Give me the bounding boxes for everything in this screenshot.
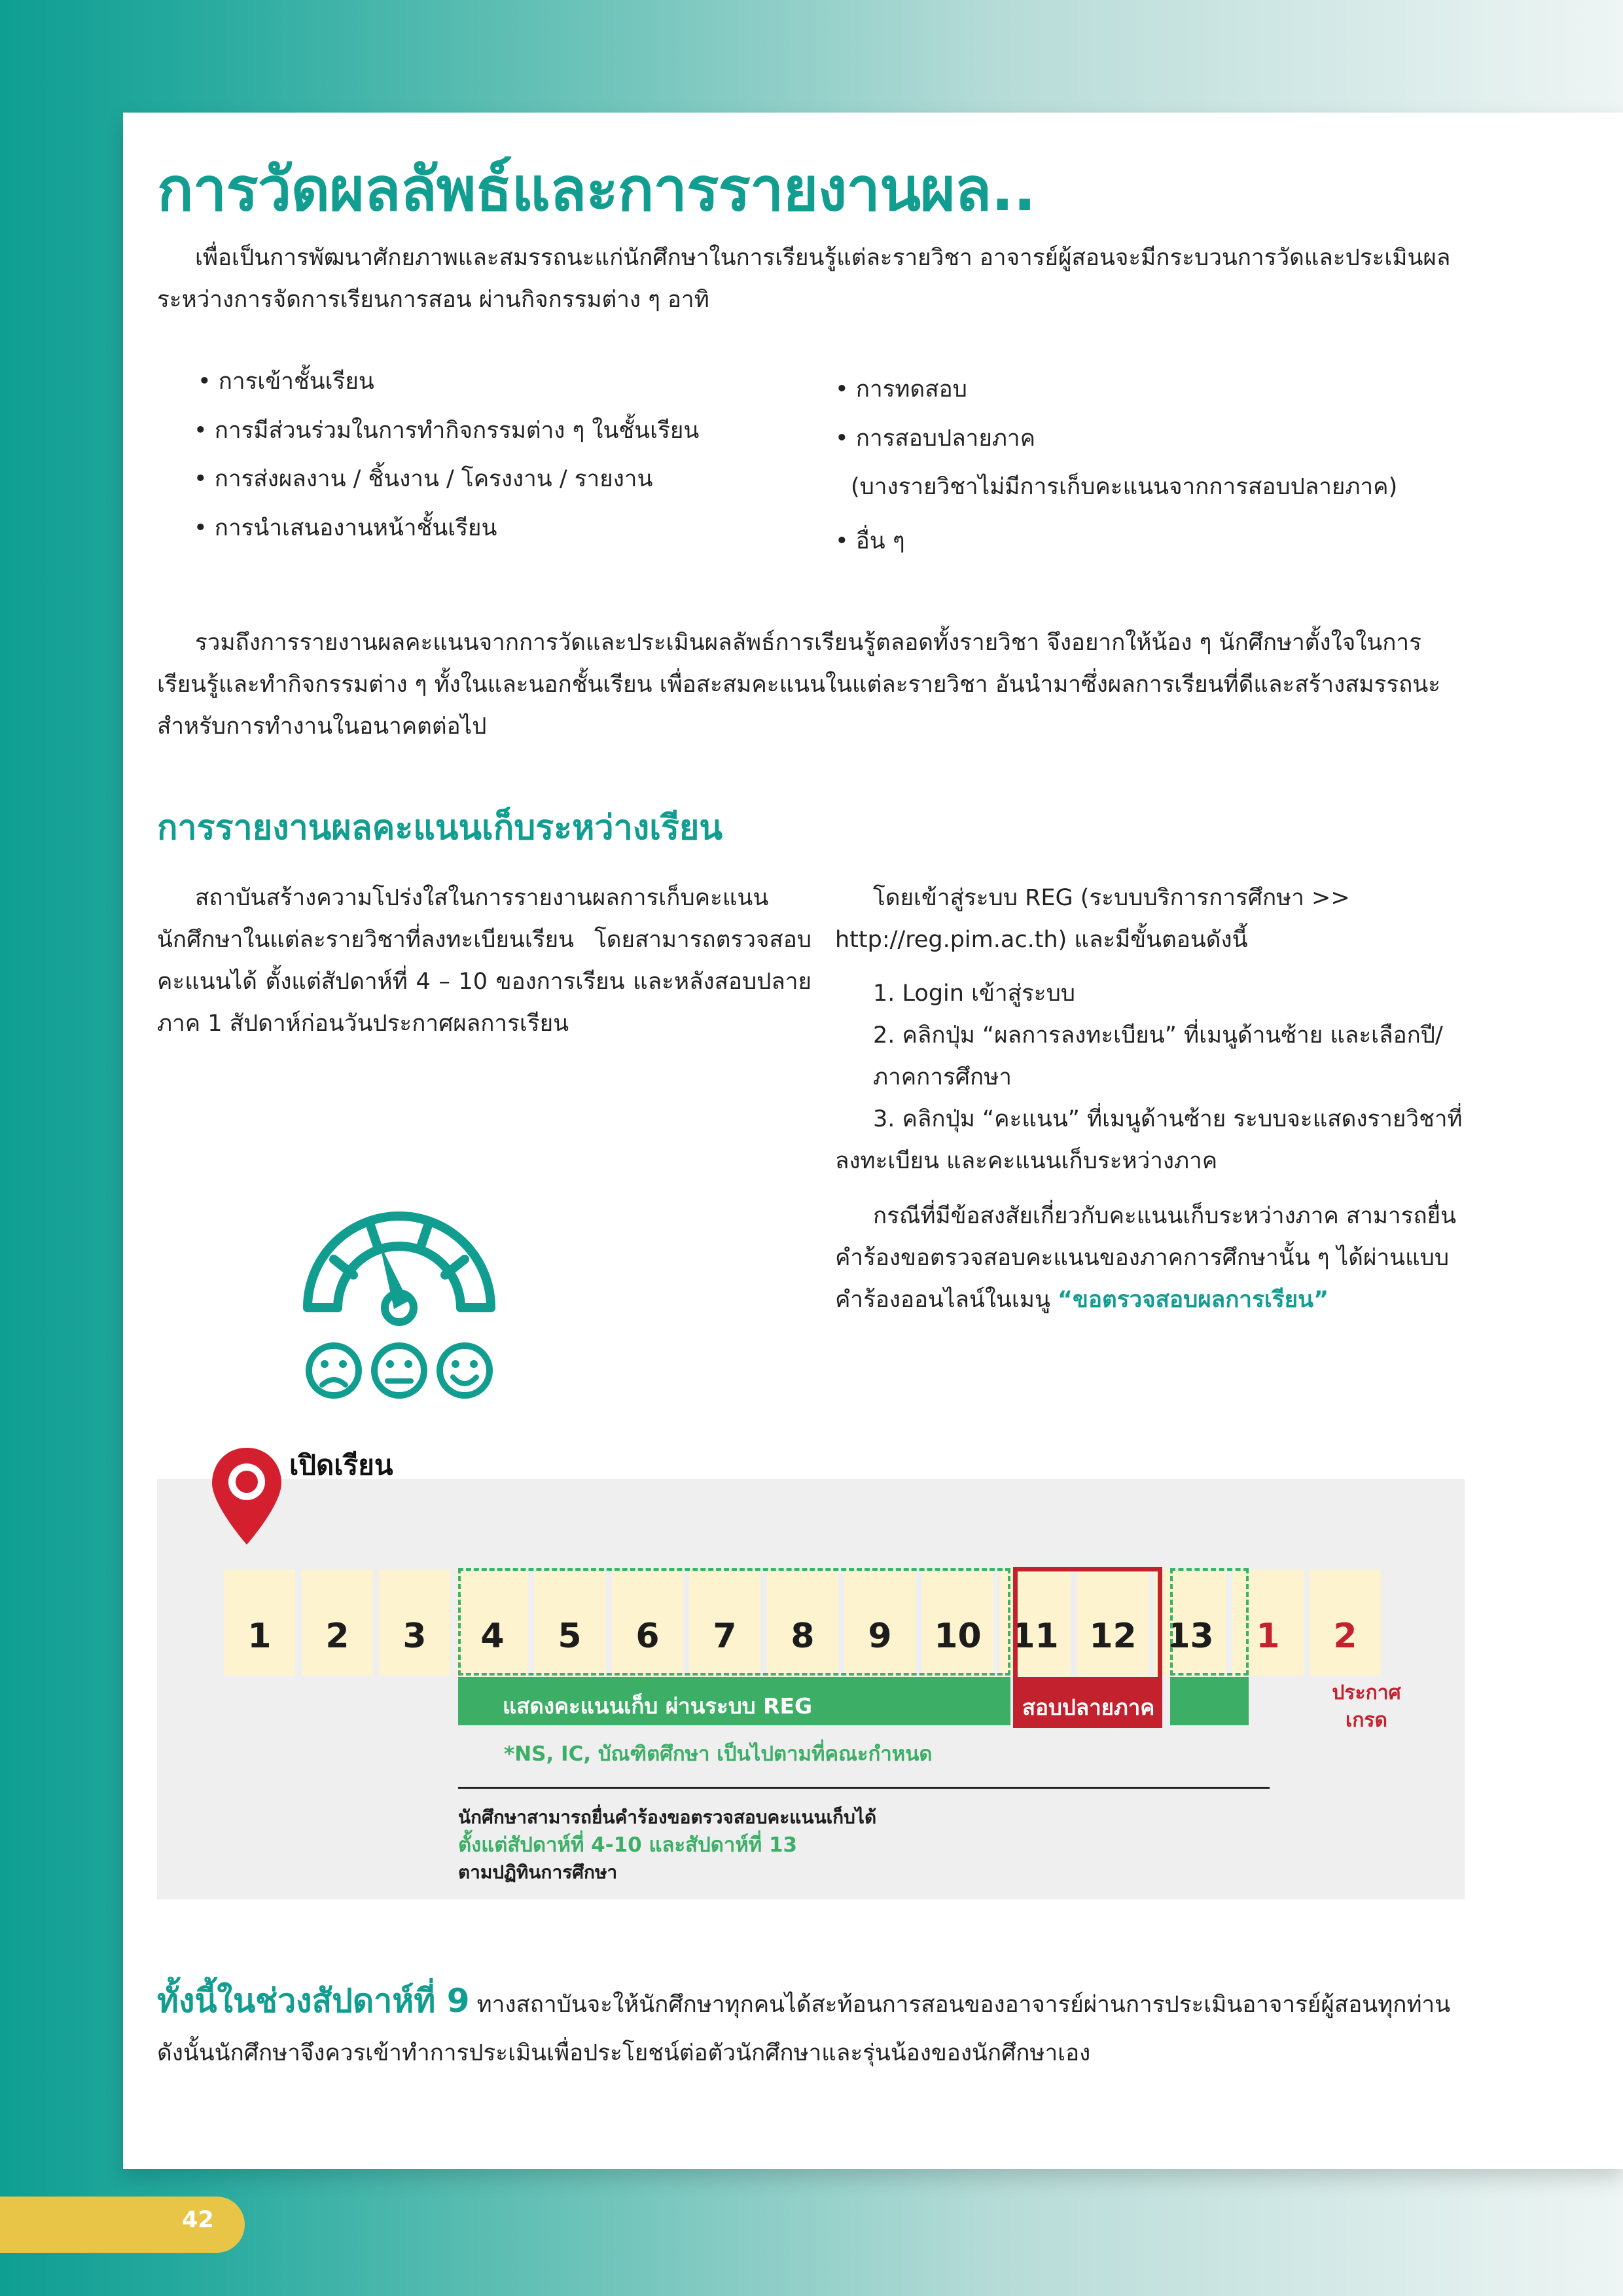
week-number: 5 xyxy=(558,1617,582,1656)
page-title: การวัดผลลัพธ์และการรายงานผล.. xyxy=(157,154,1036,224)
reg-scores-bar-label: แสดงคะแนนเก็บ ผ่านระบบ REG xyxy=(503,1693,813,1719)
reg-lead: โดยเข้าสู่ระบบ REG (ระบบบริการการศึกษา >> http://reg.pim.ac.th) และมีขั้นตอนดังนี้ xyxy=(835,885,1350,953)
final-exam-label: สอบปลายภาค xyxy=(1022,1695,1155,1720)
evaluation-footer xyxy=(157,1977,1469,2077)
special-programs-note: *NS, IC, บัณฑิตศึกษา เป็นไปตามที่คณะกำหนด xyxy=(504,1742,933,1766)
case-text: กรณีที่มีข้อสงสัยเกี่ยวกับคะแนนเก็บระหว่างภาค สามารถยื่นคำร้องขอตรวจสอบคะแนนของภาคการศึกษานั้น ๆ ได้ผ่านแบบคำร้องออนไลน์ในเมนู xyxy=(835,1203,1457,1313)
reg-window-outline xyxy=(458,1568,1010,1676)
step-2: 2. คลิกปุ่ม “ผลการลงทะเบียน” ที่เมนูด้านซ้าย และเลือกปี/ภาคการศึกษา xyxy=(873,1022,1443,1090)
bullet-left-3: • การส่งผลงาน / ชิ้นงาน / โครงงาน / รายงาน xyxy=(194,466,653,492)
week-number: 12 xyxy=(1089,1617,1137,1656)
bullet-right-note: (บางรายวิชาไม่มีการเก็บคะแนนจากการสอบปลายภาค) xyxy=(851,474,1398,500)
page-number: 42 xyxy=(182,2207,214,2233)
section-heading: การรายงานผลคะแนนเก็บระหว่างเรียน xyxy=(157,808,722,848)
week-9-highlight: ทั้งนี้ในช่วงสัปดาห์ที่ 9 xyxy=(157,1982,470,2020)
bullet-right-1: • การทดสอบ xyxy=(835,376,967,403)
step-1: 1. Login เข้าสู่ระบบ xyxy=(873,980,1076,1007)
bullet-left-1: • การเข้าชั้นเรียน xyxy=(198,368,374,395)
transparency-paragraph: สถาบันสร้างความโปร่งใสในการรายงานผลการเก็บคะแนนนักศึกษาในแต่ละรายวิชาที่ลงทะเบียนเรียน โดยสามารถตรวจสอบคะแนนได้ ตั้งแต่สัปดาห์ที่ 4 – 10 ของการเรียน และหลังสอบปลายภาค 1 สัปดาห์ก่อนวันประกาศผลการเรียน xyxy=(157,885,812,1037)
final-exam-bar xyxy=(1013,1677,1162,1727)
week-number: 8 xyxy=(791,1617,815,1656)
evaluation-text: ทางสถาบันจะให้นักศึกษาทุกคนได้สะท้อนการสอนของอาจารย์ผ่านการประเมินอาจารย์ผู้สอนทุกท่าน ดังนั้นนักศึกษาจึงควรเข้าทำการประเมินเพื่อประโยชน์ต่อตัวนักศึกษาและรุ่นน้องของนักศึกษาเอง xyxy=(157,1992,1451,2066)
week-number: 13 xyxy=(1166,1617,1214,1656)
week-number: 7 xyxy=(713,1617,737,1656)
intro-paragraph: เพื่อเป็นการพัฒนาศักยภาพและสมรรถนะแก่นักศึกษาในการเรียนรู้แต่ละรายวิชา อาจารย์ผู้สอนจะมีกระบวนการวัดและประเมินผลระหว่างการจัดการเรียนการสอน ผ่านกิจกรรมต่าง ๆ อาทิ xyxy=(157,245,1451,313)
week-13-bar xyxy=(1170,1677,1249,1725)
week-number: 1 xyxy=(1256,1617,1280,1656)
week-number: 3 xyxy=(402,1617,427,1656)
gauge-icon xyxy=(293,1210,503,1406)
grade-announcement-label: ประกาศ เกรด xyxy=(1332,1681,1401,1732)
summary-paragraph: รวมถึงการรายงานผลคะแนนจากการวัดและประเมินผลลัพธ์การเรียนรู้ตลอดทั้งรายวิชา จึงอยากให้น้อง ๆ นักศึกษาตั้งใจในการเรียนรู้และทำกิจกรรมต่าง ๆ ทั้งในและนอกชั้นเรียน เพื่อสะสมคะแนนในแต่ละรายวิชา อันนำมาซึ่งผลการเรียนที่ดีและสร้างสมรรถนะสำหรับการทำงานในอนาคตต่อไป xyxy=(157,630,1441,740)
week-number: 11 xyxy=(1011,1617,1059,1656)
week-number: 10 xyxy=(934,1617,982,1656)
request-window-note: นักศึกษาสามารถยื่นคำร้องขอตรวจสอบคะแนนเก็บได้ ตั้งแต่สัปดาห์ที่ 4-10 และสัปดาห์ที่ 13 ตามปฏิทินการศึกษา xyxy=(458,1806,877,1883)
bullet-left-2: • การมีส่วนร่วมในการทำกิจกรรมต่าง ๆ ในชั้นเรียน xyxy=(194,418,700,444)
semester-start-label: เปิดเรียน xyxy=(289,1449,393,1481)
location-pin-icon xyxy=(208,1445,285,1547)
week-number: 9 xyxy=(868,1617,892,1656)
reg-instructions xyxy=(835,877,1471,1321)
week-13-outline xyxy=(1170,1568,1249,1676)
week-number: 4 xyxy=(480,1617,505,1656)
week-number: 1 xyxy=(247,1617,272,1656)
bullet-left-4: • การนำเสนองานหน้าชั้นเรียน xyxy=(194,515,497,541)
reg-scores-bar xyxy=(458,1677,1010,1725)
week-number: 2 xyxy=(325,1617,349,1656)
case-paragraph xyxy=(835,1195,1471,1321)
timeline-divider xyxy=(458,1787,1270,1789)
bullet-right-2: • การสอบปลายภาค xyxy=(835,425,1035,452)
step-3: 3. คลิกปุ่ม “คะแนน” ที่เมนูด้านซ้าย ระบบจะแสดงรายวิชาที่ลงทะเบียน และคะแนนเก็บระหว่างภาค xyxy=(835,1106,1463,1174)
week-number: 2 xyxy=(1333,1617,1357,1656)
grade-check-link[interactable]: “ขอตรวจสอบผลการเรียน” xyxy=(1058,1287,1329,1313)
bullet-right-3: • อื่น ๆ xyxy=(835,528,905,554)
week-number: 6 xyxy=(635,1617,660,1656)
